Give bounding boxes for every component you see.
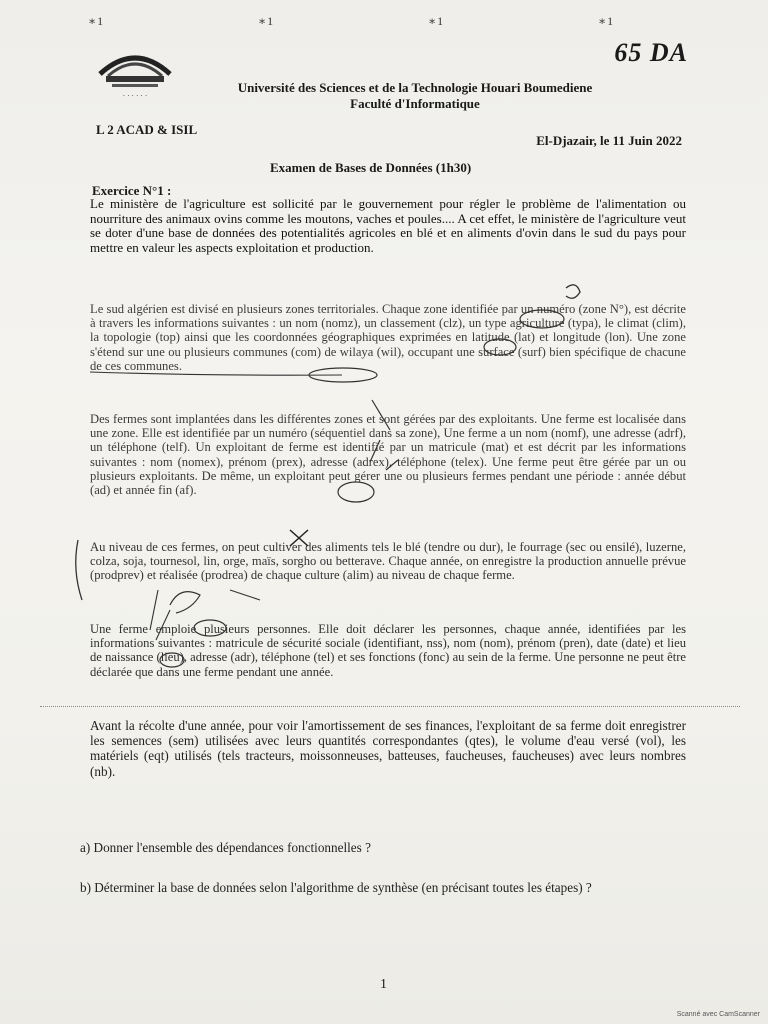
exercise-paragraph: Le sud algérien est divisé en plusieurs zones territoriales. Chaque zone identifiée par un numéro (zone N°), est décrite à travers les informations suivantes : un nom (nomz), un classement (clz), un type agriculture (typa), le climat (clim), la topologie (top) ainsi que les coordonnées géographiques exprimées en latitude (lat) et longitude (lon). Une zone s'étend sur une ou plusieurs communes (com) de wilaya (wil), occupant une surface (surf) bien spécifique de chacune de ces communes. [90,302,686,373]
corner-mark: ∗1 [258,14,275,28]
exam-date: El-Djazair, le 11 Juin 2022 [536,133,682,148]
question-b: b) Déterminer la base de données selon l'algorithme de synthèse (en précisant toutes les étapes) ? [80,880,592,895]
class-label: L 2 ACAD & ISIL [96,122,198,137]
university-header [205,80,625,112]
svg-text:· · · · · ·: · · · · · · [122,92,148,100]
question-a: a) Donner l'ensemble des dépendances fonctionnelles ? [80,840,371,855]
exam-title: Examen de Bases de Données (1h30) [270,160,472,175]
exercise-title: Exercice N°1 : [92,183,172,198]
exercise-paragraph: Le ministère de l'agriculture est sollicité par le gouvernement pour régler le problème de l'alimentation ou nourriture des animaux ovins comme les moutons, vaches et poules.... A cet effet, le ministère de l'agriculture veut se doter d'une base de données des potentialités agricoles en blé et en aliments d'ovin dans le sud du pays pour mettre en valeur les aspects exploitation et production. [90,196,686,255]
scanner-watermark: Scanné avec CamScanner [676,1011,760,1018]
exercise-paragraph: Avant la récolte d'une année, pour voir l'amortissement de ses finances, l'exploitant de sa ferme doit enregistrer les semences (sem) utilisées avec leurs quantités correspondantes (qtes), le volume d'eau versé (vol), les matériels (eqt) utilisés (tels tracteurs, moissonneuses, batteuses, faucheuses, faucheuses) avec leurs nombres (nb). [90,718,686,779]
university-name: Université des Sciences et de la Technologie Houari Boumediene [237,80,593,95]
university-logo-icon [92,40,178,102]
divider [40,706,740,707]
faculty-name: Faculté d'Informatique [350,96,480,111]
exercise-paragraph: Une ferme emploie plusieurs personnes. Elle doit déclarer les personnes, chaque année, identifiées par les informations suivantes : matricule de sécurité sociale (identifiant, nss), nom (nom), prénom (pren), date (date) et lieu de naissance (lieu), adresse (adr), téléphone (tel) et ses fonctions (fonc) au sein de la ferme. Une personne ne peut être déclarée que dans une ferme pendant une année. [90,622,686,679]
corner-mark: ∗1 [88,14,105,28]
exercise-paragraph: Des fermes sont implantées dans les différentes zones et sont gérées par des exploitants. Une ferme est localisée dans une zone. Elle est identifiée par un numéro (séquentiel dans sa zone), Une ferme a un nom (nomf), une adresse (adrf), un téléphone (telf). Un exploitant de ferme est identifié par un matricule (mat) et est décrit par les informations suivantes : nom (nomex), prénom (prex), adresse (adrex), téléphone (telex). Une ferme peut être gérée par un ou plusieurs exploitants. De même, un exploitant peut gérer une ou plusieurs fermes pendant une période : année début (ad) et année fin (af). [90,412,686,498]
exercise-paragraph: Au niveau de ces fermes, on peut cultiver des aliments tels le blé (tendre ou dur), le fourrage (sec ou ensilé), luzerne, colza, soja, tournesol, lin, orge, maïs, sorgho ou betterave. Chaque année, on enregistre la production annuelle prévue (prodprev) et réalisée (prodrea) de chaque culture (alim) au niveau de chaque ferme. [90,540,686,583]
price-label: 65 DA [614,38,688,67]
page-number: 1 [380,977,387,992]
corner-mark: ∗1 [428,14,445,28]
corner-mark: ∗1 [598,14,615,28]
